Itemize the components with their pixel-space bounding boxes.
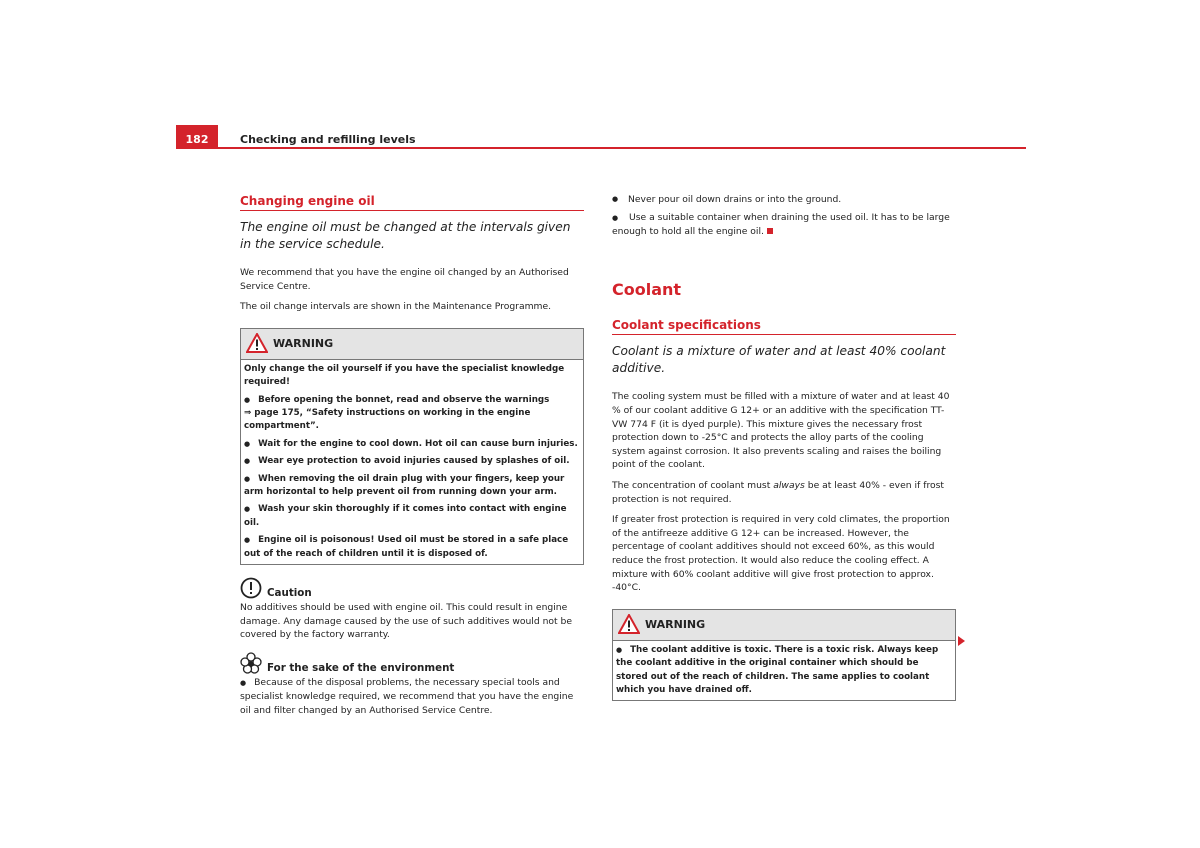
paragraph: If greater frost protection is required in very cold climates, the proportion of the antifreeze additive G 12+ can be increased. However, the percentage of coolant additives should not exceed 60%, as this would reduce the frost protection. It would also reduce the cooling effect. A mixture with 60% coolant additive will give frost protection to approx. -40°C. [612,514,950,594]
warning-box-oil [240,328,584,565]
header-rule [218,147,1026,149]
list-item-text: Use a suitable container when draining the used oil. It has to be large enough to hold all the engine oil. [612,211,950,238]
environment-note [240,652,584,718]
caution-header [240,577,584,599]
page-header [176,125,1026,149]
continue-arrow-icon [958,636,965,646]
caution-exclamation-icon [240,577,262,599]
lead-text: Coolant is a mixture of water and at least 40% coolant additive. [612,344,946,375]
text-span: The concentration of coolant must [612,479,774,491]
end-of-section-marker [767,228,773,234]
caution-text: No additives should be used with engine oil. This could result in engine damage. Any damage caused by the use of such additives would not be covered by the factory warranty. [240,602,573,641]
warning-body [613,641,955,701]
paragraph [612,479,956,506]
page-number: 182 [176,125,218,149]
chapter-title: Checking and refilling levels [240,133,416,146]
environment-label: For the sake of the environment [267,662,455,675]
right-column [612,193,956,713]
lead-text: The engine oil must be changed at the intervals given in the service schedule. [240,220,571,251]
warning-header [241,329,583,360]
section-title-coolant-specs: Coolant specifications [612,318,956,335]
page-reference-link[interactable]: ⇒ page 175, “Safety instructions on working in the engine compartment”. [244,408,531,432]
warning-bullet: ● Wash your skin thoroughly if it comes into contact with engine oil. [244,503,580,530]
warning-header [613,610,955,641]
warning-label: WARNING [645,617,706,631]
warning-triangle-icon [246,333,268,353]
section-title-engine-oil: Changing engine oil [240,194,584,211]
caution-note [240,577,584,642]
warning-text: ● Before opening the bonnet, read and observe the warnings [244,394,580,407]
warning-bullet: ● When removing the oil drain plug with your fingers, keep your arm horizontal to help prevent oil from running down your arm. [244,473,580,500]
environment-text: ● Because of the disposal problems, the necessary special tools and specialist knowledge required, we recommend that you have the engine oil and filter changed by an Authorised Service Centre. [240,676,584,718]
left-column [240,194,584,721]
warning-body [241,360,583,564]
environment-header [240,652,584,674]
list-item [612,211,956,239]
paragraph: The oil change intervals are shown in the Maintenance Programme. [240,301,552,313]
warning-bullet: ● Wait for the engine to cool down. Hot oil can cause burn injuries. [244,438,580,451]
warning-label: WARNING [273,336,334,350]
warning-triangle-icon [618,614,640,634]
warning-bullet: ● Engine oil is poisonous! Used oil must be stored in a safe place out of the reach of children until it is disposed of. [244,534,580,561]
warning-bullet: ● The coolant additive is toxic. There is a toxic risk. Always keep the coolant additive in the original container which should be stored out of the reach of children. The same applies to coolant which you have drained off. [616,644,952,698]
warning-box-coolant [612,609,956,702]
flower-environment-icon [240,652,262,674]
warning-bullet [244,394,580,434]
caution-label: Caution [267,587,312,600]
page-title-coolant: Coolant [612,279,682,299]
emphasis: always [773,479,805,491]
warning-bullet: ● Wear eye protection to avoid injuries caused by splashes of oil. [244,455,580,468]
paragraph: We recommend that you have the engine oil changed by an Authorised Service Centre. [240,267,569,292]
list-item: ● Never pour oil down drains or into the ground. [612,193,956,207]
text-span: be at least 40% - even if frost protection is not required. [612,479,945,505]
warning-text: Only change the oil yourself if you have the specialist knowledge required! [244,363,565,388]
paragraph: The cooling system must be filled with a mixture of water and at least 40 % of our coolant additive G 12+ or an additive with the specification TT-VW 774 F (it is dyed purple). This mixture gives the necessary frost protection down to -25°C and protects the alloy parts of the cooling system against corrosion. It also prevents scaling and raises the boiling point of the coolant. [612,391,950,471]
